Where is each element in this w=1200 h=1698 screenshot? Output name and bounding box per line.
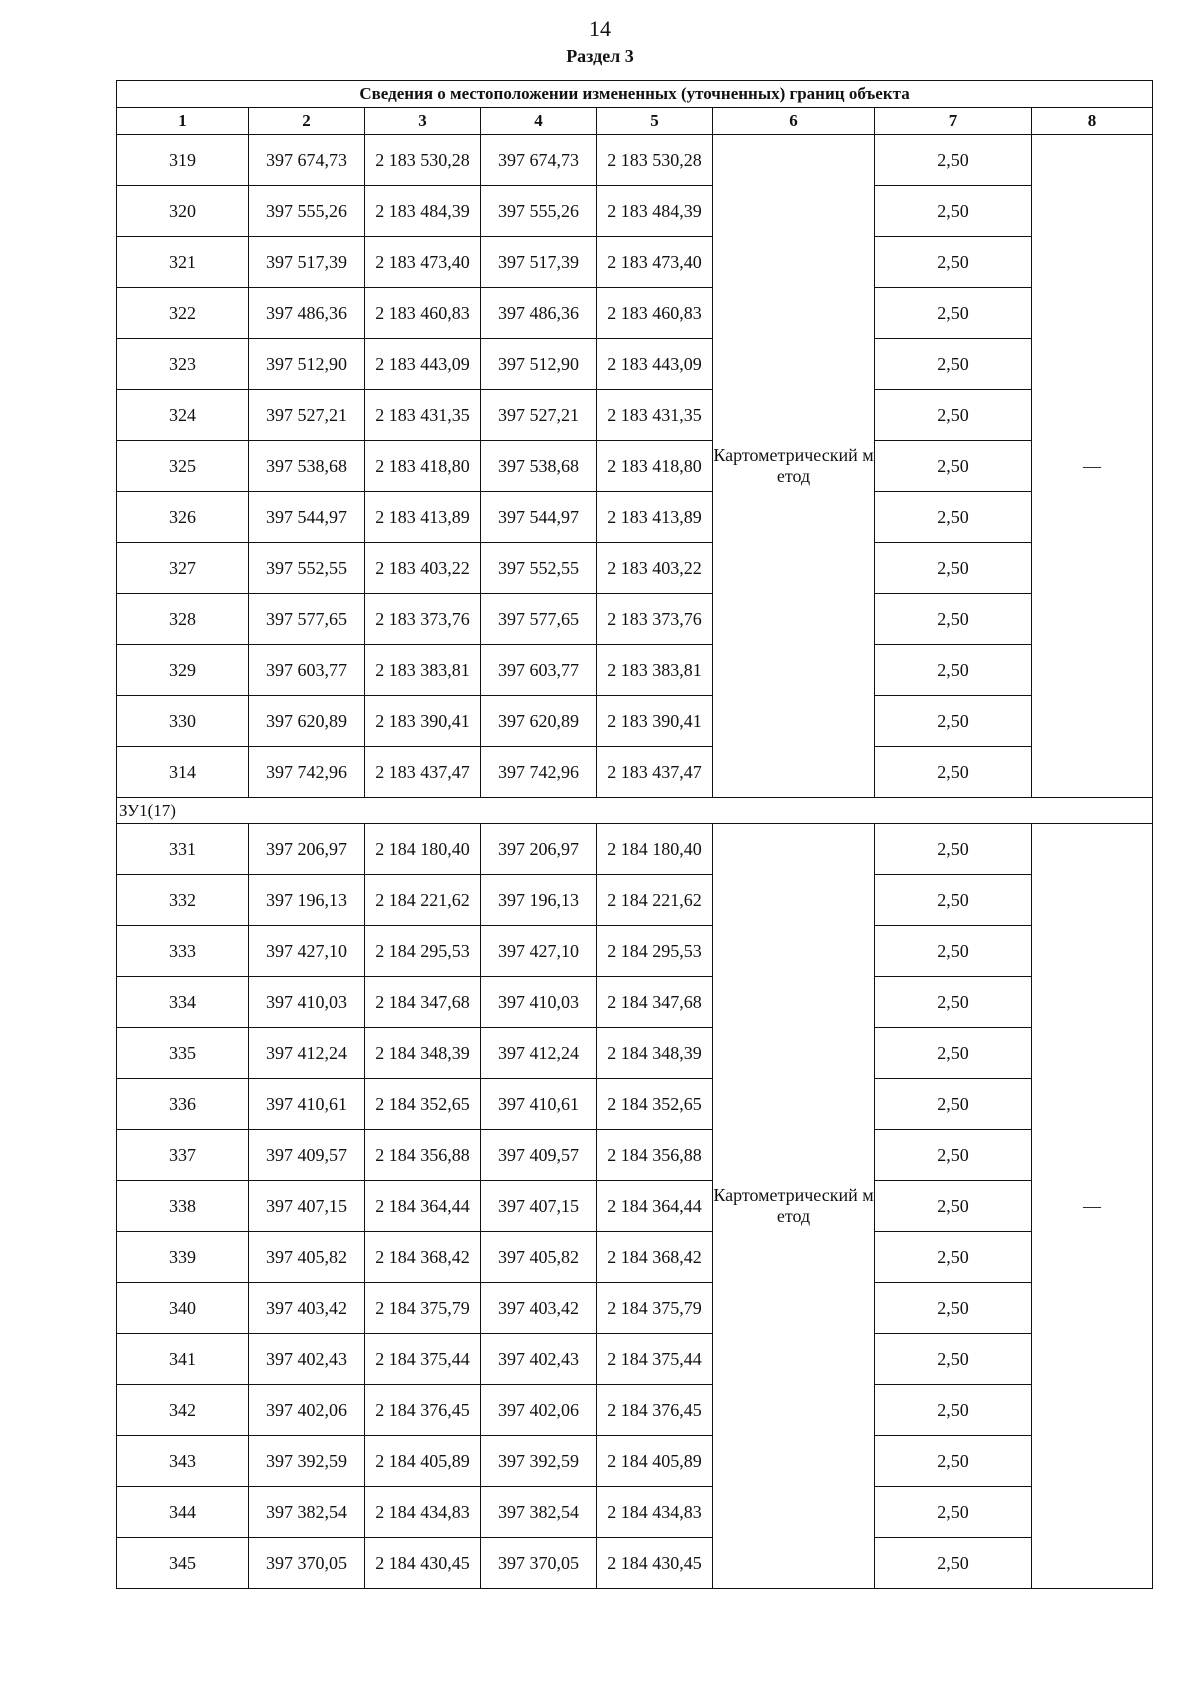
x-existing-cell: 397 742,96 [249,747,365,798]
x-new-cell: 397 410,61 [481,1079,597,1130]
accuracy-cell: 2,50 [875,594,1032,645]
x-new-cell: 397 527,21 [481,390,597,441]
table-row [117,926,1153,977]
point-number-cell: 341 [117,1334,249,1385]
x-existing-cell: 397 552,55 [249,543,365,594]
accuracy-cell: 2,50 [875,824,1032,875]
y-new-cell: 2 183 431,35 [597,390,713,441]
x-existing-cell: 397 409,57 [249,1130,365,1181]
y-new-cell: 2 183 530,28 [597,135,713,186]
point-number-cell: 324 [117,390,249,441]
column-number: 7 [875,108,1032,135]
table-row [117,977,1153,1028]
accuracy-cell: 2,50 [875,288,1032,339]
x-existing-cell: 397 486,36 [249,288,365,339]
table-row [117,1487,1153,1538]
point-number-cell: 345 [117,1538,249,1589]
point-number-cell: 320 [117,186,249,237]
accuracy-cell: 2,50 [875,1283,1032,1334]
column-number: 1 [117,108,249,135]
point-number-cell: 340 [117,1283,249,1334]
x-new-cell: 397 409,57 [481,1130,597,1181]
y-existing-cell: 2 183 530,28 [365,135,481,186]
x-new-cell: 397 742,96 [481,747,597,798]
y-existing-cell: 2 184 375,79 [365,1283,481,1334]
accuracy-cell: 2,50 [875,135,1032,186]
table-body [117,135,1153,1589]
y-existing-cell: 2 183 373,76 [365,594,481,645]
y-existing-cell: 2 183 460,83 [365,288,481,339]
x-existing-cell: 397 620,89 [249,696,365,747]
accuracy-cell: 2,50 [875,1028,1032,1079]
column-8-cell: — [1032,135,1153,798]
x-new-cell: 397 674,73 [481,135,597,186]
y-new-cell: 2 183 460,83 [597,288,713,339]
y-existing-cell: 2 184 405,89 [365,1436,481,1487]
table-row [117,824,1153,875]
accuracy-cell: 2,50 [875,875,1032,926]
y-existing-cell: 2 183 431,35 [365,390,481,441]
y-existing-cell: 2 184 434,83 [365,1487,481,1538]
x-new-cell: 397 382,54 [481,1487,597,1538]
x-new-cell: 397 620,89 [481,696,597,747]
point-number-cell: 314 [117,747,249,798]
x-existing-cell: 397 412,24 [249,1028,365,1079]
y-existing-cell: 2 184 180,40 [365,824,481,875]
accuracy-cell: 2,50 [875,1181,1032,1232]
column-number: 6 [713,108,875,135]
point-number-cell: 330 [117,696,249,747]
x-existing-cell: 397 196,13 [249,875,365,926]
table-row [117,594,1153,645]
x-new-cell: 397 402,43 [481,1334,597,1385]
x-new-cell: 397 405,82 [481,1232,597,1283]
accuracy-cell: 2,50 [875,926,1032,977]
y-existing-cell: 2 183 383,81 [365,645,481,696]
x-new-cell: 397 544,97 [481,492,597,543]
x-new-cell: 397 206,97 [481,824,597,875]
table-row [117,1538,1153,1589]
table-row [117,186,1153,237]
point-number-cell: 323 [117,339,249,390]
point-number-cell: 332 [117,875,249,926]
table-row [117,1436,1153,1487]
point-number-cell: 334 [117,977,249,1028]
y-existing-cell: 2 184 295,53 [365,926,481,977]
y-existing-cell: 2 184 368,42 [365,1232,481,1283]
x-existing-cell: 397 403,42 [249,1283,365,1334]
y-existing-cell: 2 183 437,47 [365,747,481,798]
x-new-cell: 397 427,10 [481,926,597,977]
y-new-cell: 2 184 356,88 [597,1130,713,1181]
table-row [117,1232,1153,1283]
x-existing-cell: 397 603,77 [249,645,365,696]
x-existing-cell: 397 410,03 [249,977,365,1028]
y-existing-cell: 2 183 413,89 [365,492,481,543]
accuracy-cell: 2,50 [875,492,1032,543]
y-existing-cell: 2 183 403,22 [365,543,481,594]
x-existing-cell: 397 392,59 [249,1436,365,1487]
y-new-cell: 2 184 375,79 [597,1283,713,1334]
accuracy-cell: 2,50 [875,186,1032,237]
x-new-cell: 397 603,77 [481,645,597,696]
y-existing-cell: 2 183 484,39 [365,186,481,237]
table-row [117,875,1153,926]
y-new-cell: 2 183 390,41 [597,696,713,747]
x-new-cell: 397 512,90 [481,339,597,390]
y-new-cell: 2 183 473,40 [597,237,713,288]
point-number-cell: 337 [117,1130,249,1181]
coordinates-table [116,80,1153,1589]
y-new-cell: 2 183 373,76 [597,594,713,645]
accuracy-cell: 2,50 [875,237,1032,288]
y-new-cell: 2 184 405,89 [597,1436,713,1487]
y-new-cell: 2 183 437,47 [597,747,713,798]
y-new-cell: 2 184 376,45 [597,1385,713,1436]
table-row [117,1283,1153,1334]
point-number-cell: 326 [117,492,249,543]
point-number-cell: 344 [117,1487,249,1538]
x-existing-cell: 397 517,39 [249,237,365,288]
point-number-cell: 327 [117,543,249,594]
x-new-cell: 397 407,15 [481,1181,597,1232]
y-new-cell: 2 184 352,65 [597,1079,713,1130]
table-row [117,1079,1153,1130]
table-row [117,1385,1153,1436]
y-existing-cell: 2 183 473,40 [365,237,481,288]
accuracy-cell: 2,50 [875,1079,1032,1130]
x-existing-cell: 397 407,15 [249,1181,365,1232]
table-row [117,135,1153,186]
accuracy-cell: 2,50 [875,390,1032,441]
y-existing-cell: 2 184 221,62 [365,875,481,926]
column-number-row [117,108,1153,135]
x-existing-cell: 397 555,26 [249,186,365,237]
y-existing-cell: 2 184 347,68 [365,977,481,1028]
x-existing-cell: 397 402,43 [249,1334,365,1385]
y-existing-cell: 2 184 364,44 [365,1181,481,1232]
accuracy-cell: 2,50 [875,441,1032,492]
table-row [117,288,1153,339]
y-new-cell: 2 184 221,62 [597,875,713,926]
point-number-cell: 339 [117,1232,249,1283]
x-new-cell: 397 538,68 [481,441,597,492]
column-number: 4 [481,108,597,135]
y-new-cell: 2 184 348,39 [597,1028,713,1079]
point-number-cell: 325 [117,441,249,492]
x-existing-cell: 397 527,21 [249,390,365,441]
x-existing-cell: 397 402,06 [249,1385,365,1436]
x-new-cell: 397 486,36 [481,288,597,339]
table-caption: Сведения о местоположении измененных (уточненных) границ объекта [117,81,1153,108]
column-number: 8 [1032,108,1153,135]
x-new-cell: 397 196,13 [481,875,597,926]
y-existing-cell: 2 184 356,88 [365,1130,481,1181]
table-row [117,1028,1153,1079]
x-existing-cell: 397 382,54 [249,1487,365,1538]
y-new-cell: 2 184 430,45 [597,1538,713,1589]
point-number-cell: 321 [117,237,249,288]
accuracy-cell: 2,50 [875,747,1032,798]
accuracy-cell: 2,50 [875,339,1032,390]
column-number: 3 [365,108,481,135]
table-row [117,747,1153,798]
accuracy-cell: 2,50 [875,543,1032,594]
x-existing-cell: 397 544,97 [249,492,365,543]
y-new-cell: 2 183 443,09 [597,339,713,390]
accuracy-cell: 2,50 [875,696,1032,747]
x-new-cell: 397 552,55 [481,543,597,594]
x-new-cell: 397 403,42 [481,1283,597,1334]
column-number: 2 [249,108,365,135]
x-existing-cell: 397 410,61 [249,1079,365,1130]
x-existing-cell: 397 206,97 [249,824,365,875]
y-existing-cell: 2 184 352,65 [365,1079,481,1130]
column-number: 5 [597,108,713,135]
y-existing-cell: 2 184 376,45 [365,1385,481,1436]
x-existing-cell: 397 674,73 [249,135,365,186]
accuracy-cell: 2,50 [875,977,1032,1028]
point-number-cell: 338 [117,1181,249,1232]
y-new-cell: 2 184 364,44 [597,1181,713,1232]
y-existing-cell: 2 183 390,41 [365,696,481,747]
point-number-cell: 335 [117,1028,249,1079]
accuracy-cell: 2,50 [875,1334,1032,1385]
y-new-cell: 2 184 434,83 [597,1487,713,1538]
y-existing-cell: 2 184 375,44 [365,1334,481,1385]
x-existing-cell: 397 370,05 [249,1538,365,1589]
y-existing-cell: 2 183 418,80 [365,441,481,492]
table-row [117,492,1153,543]
accuracy-cell: 2,50 [875,1385,1032,1436]
x-new-cell: 397 392,59 [481,1436,597,1487]
accuracy-cell: 2,50 [875,1436,1032,1487]
method-cell: Картометрический метод [713,135,875,798]
point-number-cell: 328 [117,594,249,645]
y-existing-cell: 2 184 348,39 [365,1028,481,1079]
y-new-cell: 2 184 368,42 [597,1232,713,1283]
x-new-cell: 397 412,24 [481,1028,597,1079]
accuracy-cell: 2,50 [875,1130,1032,1181]
table-row [117,1334,1153,1385]
y-new-cell: 2 183 418,80 [597,441,713,492]
x-new-cell: 397 555,26 [481,186,597,237]
method-cell: Картометрический метод [713,824,875,1589]
x-new-cell: 397 577,65 [481,594,597,645]
x-new-cell: 397 370,05 [481,1538,597,1589]
point-number-cell: 331 [117,824,249,875]
y-new-cell: 2 183 413,89 [597,492,713,543]
x-existing-cell: 397 405,82 [249,1232,365,1283]
point-number-cell: 322 [117,288,249,339]
point-number-cell: 319 [117,135,249,186]
group-label: ЗУ1(17) [117,798,1153,824]
x-existing-cell: 397 512,90 [249,339,365,390]
y-new-cell: 2 183 383,81 [597,645,713,696]
point-number-cell: 329 [117,645,249,696]
table-row [117,441,1153,492]
page-number: 14 [589,16,611,41]
y-new-cell: 2 184 347,68 [597,977,713,1028]
x-existing-cell: 397 577,65 [249,594,365,645]
x-new-cell: 397 517,39 [481,237,597,288]
y-new-cell: 2 184 295,53 [597,926,713,977]
x-new-cell: 397 402,06 [481,1385,597,1436]
y-new-cell: 2 184 180,40 [597,824,713,875]
table-row [117,390,1153,441]
column-8-cell: — [1032,824,1153,1589]
group-label-row [117,798,1153,824]
point-number-cell: 342 [117,1385,249,1436]
y-existing-cell: 2 183 443,09 [365,339,481,390]
y-new-cell: 2 183 484,39 [597,186,713,237]
table-row [117,237,1153,288]
y-new-cell: 2 183 403,22 [597,543,713,594]
accuracy-cell: 2,50 [875,1538,1032,1589]
y-new-cell: 2 184 375,44 [597,1334,713,1385]
point-number-cell: 333 [117,926,249,977]
table-row [117,339,1153,390]
table-row [117,696,1153,747]
table-row [117,1181,1153,1232]
table-row [117,1130,1153,1181]
accuracy-cell: 2,50 [875,1487,1032,1538]
accuracy-cell: 2,50 [875,1232,1032,1283]
section-title: Раздел 3 [566,46,634,66]
x-existing-cell: 397 427,10 [249,926,365,977]
y-existing-cell: 2 184 430,45 [365,1538,481,1589]
accuracy-cell: 2,50 [875,645,1032,696]
point-number-cell: 343 [117,1436,249,1487]
point-number-cell: 336 [117,1079,249,1130]
x-new-cell: 397 410,03 [481,977,597,1028]
x-existing-cell: 397 538,68 [249,441,365,492]
table-row [117,543,1153,594]
table-row [117,645,1153,696]
